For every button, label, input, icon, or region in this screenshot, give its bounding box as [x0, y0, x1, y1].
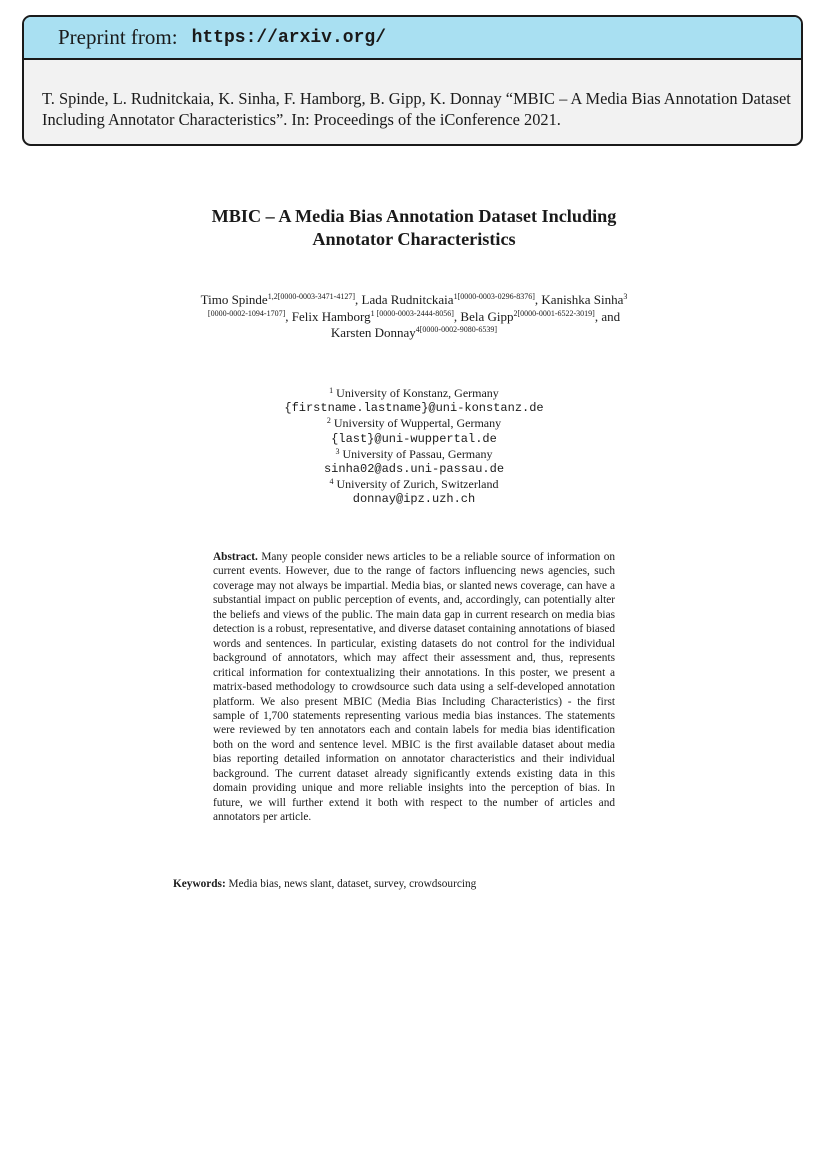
affiliation-list	[0, 386, 828, 508]
author-orcid: 1,2[0000-0003-3471-4127]	[267, 292, 356, 301]
keywords-text: Media bias, news slant, dataset, survey, crowdsourcing	[228, 878, 477, 890]
paper-title	[0, 205, 828, 251]
author-orcid: [0000-0002-1094-1707]	[207, 308, 286, 318]
author-name: Felix Hamborg	[291, 308, 371, 324]
affiliation-number: 4	[329, 477, 334, 487]
author-name: Lada Rudnitckaia	[361, 292, 454, 307]
preprint-banner	[22, 15, 803, 146]
affiliation-item	[0, 416, 828, 431]
author-orcid: 1[0000-0003-0296-8376]	[453, 292, 535, 301]
banner-header	[24, 17, 801, 60]
banner-url-link[interactable]: https://arxiv.org/	[191, 27, 386, 48]
keywords-section	[173, 877, 773, 892]
author-separator: ,	[453, 308, 461, 324]
affiliation-email: sinha02@ads.uni-passau.de	[323, 462, 505, 477]
affiliation-name: University of Konstanz, Germany	[336, 386, 499, 400]
affiliation-name: University of Zurich, Switzerland	[336, 477, 499, 492]
affiliation-item	[0, 447, 828, 462]
banner-citation: T. Spinde, L. Rudnitckaia, K. Sinha, F. Hamborg, B. Gipp, K. Donnay “MBIC – A Media Bias Annotation Dataset Including Annotator Characteristics”. In: Proceedings of the iConference 2021.	[42, 89, 791, 129]
affiliation-email: {last}@uni-wuppertal.de	[331, 431, 497, 446]
author-orcid: 1 [0000-0003-2444-8056]	[370, 308, 454, 318]
author-separator: , and	[594, 308, 621, 324]
title-line-1: MBIC – A Media Bias Annotation Dataset Including	[211, 206, 617, 226]
affiliation-item	[0, 477, 828, 492]
affiliation-name: University of Passau, Germany	[342, 446, 493, 461]
banner-label: Preprint from:	[58, 25, 178, 49]
affiliation-email: {firstname.lastname}@uni-konstanz.de	[284, 401, 544, 416]
abstract-section	[213, 550, 615, 825]
author-separator: ,	[355, 292, 362, 307]
affiliation-number: 3	[335, 446, 340, 456]
author-name: Karsten Donnay	[330, 325, 416, 340]
affiliation-number: 1	[329, 386, 334, 395]
title-line-2: Annotator Characteristics	[312, 229, 516, 249]
author-name: Bela Gipp	[460, 308, 514, 324]
keywords-label: Keywords:	[173, 878, 226, 890]
author-list	[140, 292, 688, 342]
author-name: Timo Spinde	[200, 292, 268, 307]
affiliation-email: donnay@ipz.uzh.ch	[352, 492, 476, 507]
author-orcid: 4[0000-0002-9080-6539]	[415, 325, 498, 334]
author-separator: ,	[285, 308, 292, 324]
affiliation-number: 2	[326, 416, 331, 426]
author-orcid: 2[0000-0001-6522-3019]	[513, 308, 595, 318]
author-name: Kanishka Sinha	[541, 292, 624, 307]
affiliation-name: University of Wuppertal, Germany	[333, 416, 502, 431]
abstract-label: Abstract.	[213, 551, 258, 563]
abstract-text: Many people consider news articles to be a reliable source of information on current events. However, due to the range of factors influencing news agencies, such coverage may not always be impartial. Media bias, or slanted news coverage, can have a substantial impact on public perception of events, and, accordingly, can potentially alter the beliefs and views of the public. The main data gap in current research on media bias detection is a robust, representative, and diverse dataset containing annotations of biased words and sentences. In particular, existing datasets do not control for the individual background of annotators, which may affect their assessment and, thus, represents critical information for contextualizing their annotations. In this poster, we present a matrix-based methodology to crowdsource such data using a self-developed annotation platform. We also present MBIC (Media Bias Including Characteristics) - the first sample of 1,700 statements representing various media bias instances. The statements were reviewed by ten annotators each and contain labels for media bias identification both on the word and sentence level. MBIC is the first available dataset about media bias reporting detailed information on annotator characteristics and their individual background. The current dataset already significantly extends existing data in this domain providing unique and more reliable insights into the perception of bias. In future, we will further extend it both with respect to the number of articles and annotators per article.	[213, 551, 615, 824]
author-affil-sup: 3	[623, 292, 628, 301]
affiliation-item	[0, 386, 828, 401]
author-separator: ,	[534, 292, 542, 307]
